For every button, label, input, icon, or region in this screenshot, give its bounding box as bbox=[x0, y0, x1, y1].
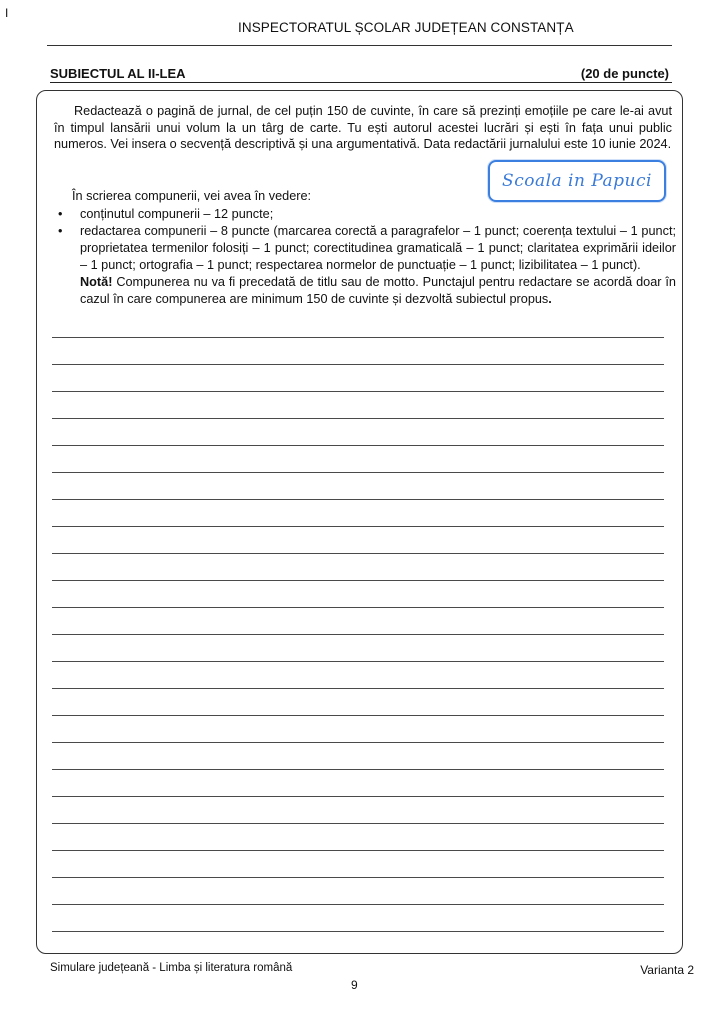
criteria-item-writing: • redactarea compunerii – 8 puncte (marcarea corectă a paragrafelor – 1 punct; coerența textului – 1 punct; proprietatea termenilor folosiți – 1 punct; corectitudinea gramaticală – 1 punct; claritatea exprimării ideilor – 1 punct; ortografia – 1 punct; respectarea normelor de punctuație – 1 punct; lizibilitatea – 1 punct). bbox=[56, 223, 676, 274]
writing-line bbox=[52, 634, 664, 635]
writing-line bbox=[52, 472, 664, 473]
criteria-intro: În scrierea compunerii, vei avea în vedere: bbox=[72, 189, 312, 203]
note-end: . bbox=[548, 292, 552, 306]
writing-line bbox=[52, 850, 664, 851]
criteria-item-content: • conținutul compunerii – 12 puncte; bbox=[56, 206, 676, 223]
note-text: Compunerea nu va fi precedată de titlu sau de motto. Punctajul pentru redactare se acordă doar în cazul în care compunerea are minimum 150 de cuvinte și dezvoltă subiectul propus bbox=[80, 275, 676, 306]
writing-line bbox=[52, 418, 664, 419]
writing-line bbox=[52, 904, 664, 905]
page-header: INSPECTORATUL ȘCOLAR JUDEȚEAN CONSTANȚA bbox=[238, 20, 574, 35]
page-number: 9 bbox=[351, 978, 358, 992]
writing-line bbox=[52, 553, 664, 554]
subject-title: SUBIECTUL AL II-LEA bbox=[50, 66, 186, 81]
writing-line bbox=[52, 337, 664, 338]
task-text: Redactează o pagină de jurnal, de cel puțin 150 de cuvinte, în care să prezinți emoțiile pe care le-ai avut în timpul lansării unui volum la un târg de carte. Tu ești autorul acestei lucrări și ești în fața unui public numeros. Vei insera o secvență descriptivă și una argumentativă. Data redactării jurnalului este 10 iunie 2024. bbox=[54, 104, 672, 151]
note-label: Notă! bbox=[80, 275, 113, 289]
writing-line bbox=[52, 688, 664, 689]
footer-exam-name: Simulare județeană - Limba și literatura română bbox=[50, 962, 293, 974]
subject-points: (20 de puncte) bbox=[580, 66, 669, 81]
writing-line bbox=[52, 769, 664, 770]
corner-mark: I bbox=[5, 6, 9, 20]
writing-line bbox=[52, 499, 664, 500]
writing-line bbox=[52, 661, 664, 662]
writing-line bbox=[52, 526, 664, 527]
writing-line bbox=[52, 877, 664, 878]
writing-line bbox=[52, 607, 664, 608]
writing-line bbox=[52, 796, 664, 797]
footer-variant: Varianta 2 bbox=[640, 963, 694, 977]
writing-lines bbox=[52, 0, 664, 1024]
writing-line bbox=[52, 580, 664, 581]
writing-line bbox=[52, 391, 664, 392]
writing-line bbox=[52, 931, 664, 932]
writing-line bbox=[52, 715, 664, 716]
writing-line bbox=[52, 445, 664, 446]
writing-line bbox=[52, 742, 664, 743]
writing-line bbox=[52, 364, 664, 365]
watermark-stamp: Scoala in Papuci bbox=[488, 160, 666, 202]
writing-line bbox=[52, 823, 664, 824]
